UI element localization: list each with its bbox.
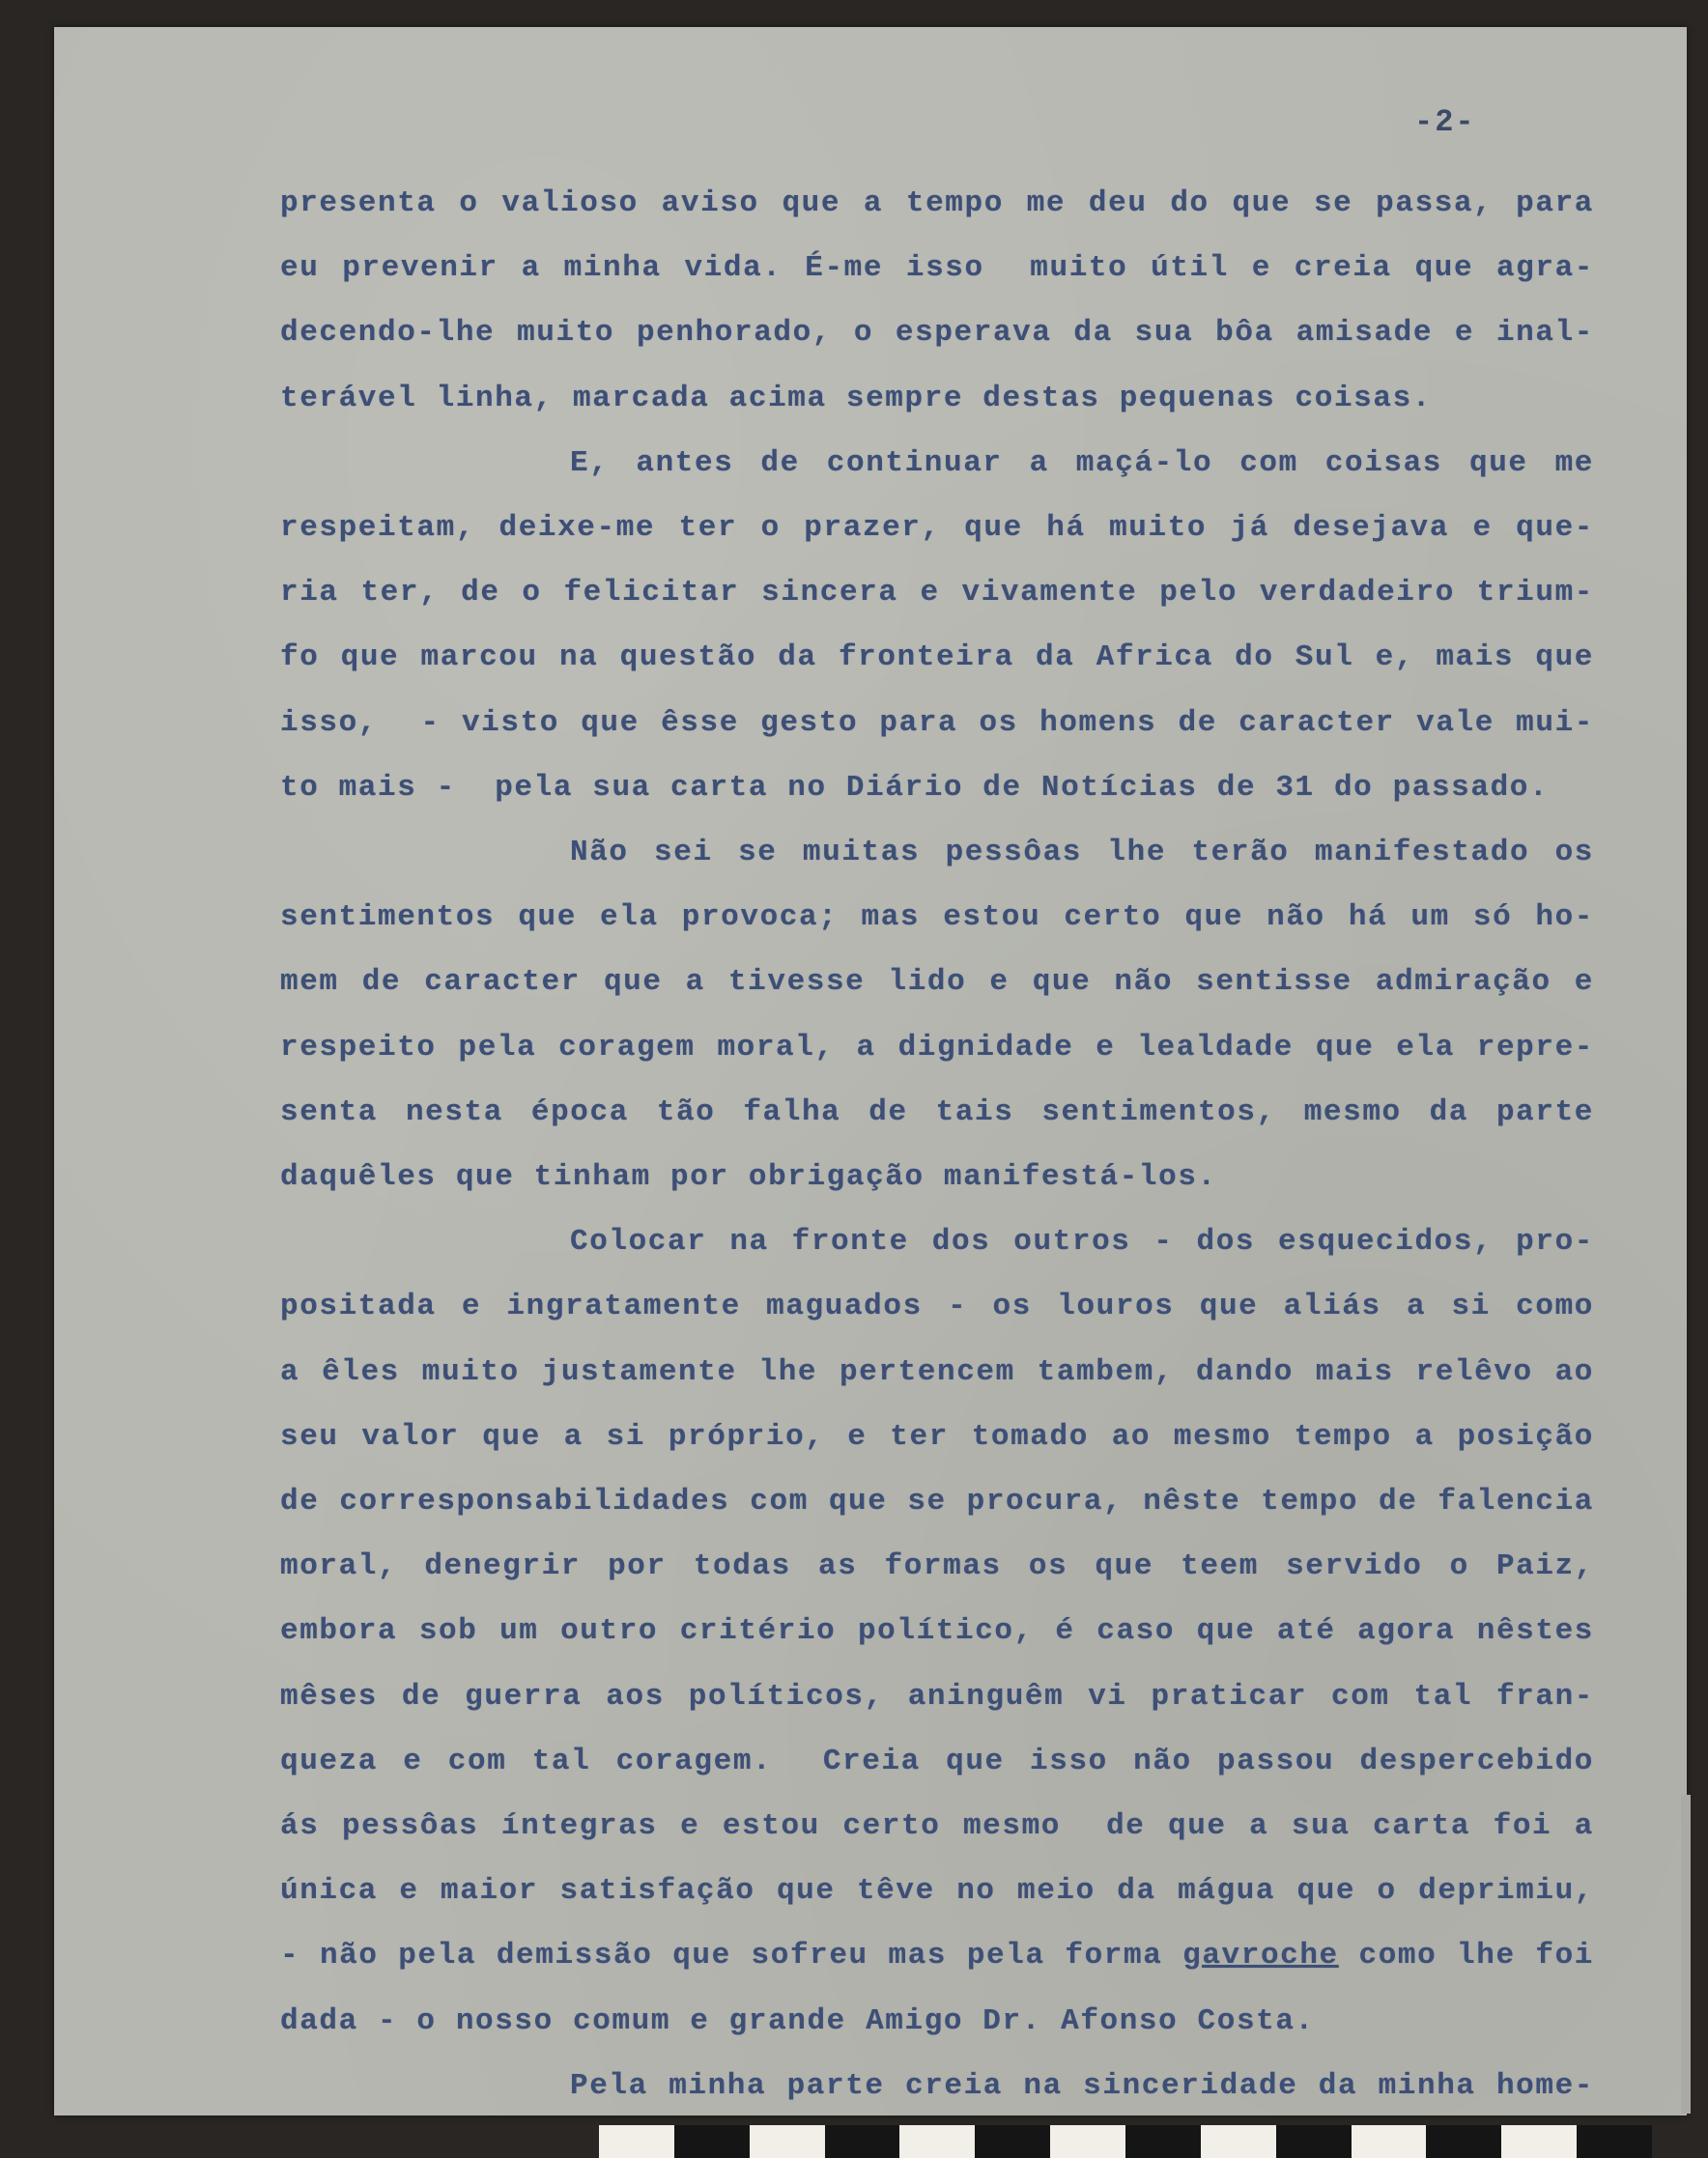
ruler-segment bbox=[1577, 2125, 1652, 2158]
text-line: eu prevenir a minha vida. É-me isso muito útil e creia que agra- bbox=[280, 251, 1594, 285]
ruler-segment bbox=[1501, 2125, 1577, 2158]
text-line: respeitam, deixe-me ter o prazer, que há muito já desejava e que- bbox=[280, 511, 1594, 545]
text-line: seu valor que a si próprio, e ter tomado ao mesmo tempo a posição bbox=[280, 1420, 1594, 1454]
ruler-segment bbox=[750, 2125, 825, 2158]
text-line: to mais - pela sua carta no Diário de Notícias de 31 do passado. bbox=[280, 771, 1550, 805]
text-line: daquêles que tinham por obrigação manifestá-los. bbox=[280, 1160, 1217, 1194]
ruler-segment bbox=[899, 2125, 975, 2158]
text-line: ás pessôas íntegras e estou certo mesmo de que a sua carta foi a bbox=[280, 1809, 1594, 1843]
text-line: queza e com tal coragem. Creia que isso não passou despercebido bbox=[280, 1745, 1594, 1778]
text-line: de corresponsabilidades com que se procura, nêste tempo de falencia bbox=[280, 1485, 1594, 1519]
ruler-segment bbox=[1050, 2125, 1125, 2158]
text-line: - não pela demissão que sofreu mas pela forma gavroche como lhe foi bbox=[280, 1939, 1595, 1973]
page-number: -2- bbox=[1414, 104, 1476, 140]
ruler-segment bbox=[1276, 2125, 1352, 2158]
ruler-segment bbox=[599, 2125, 674, 2158]
text-line: senta nesta época tão falha de tais sentimentos, mesmo da parte bbox=[280, 1095, 1594, 1129]
ruler-segment bbox=[674, 2125, 750, 2158]
text-line: decendo-lhe muito penhorado, o esperava da sua bôa amisade e inal- bbox=[280, 316, 1594, 350]
text-line: terável linha, marcada acima sempre destas pequenas coisas. bbox=[280, 382, 1432, 415]
text-line: embora sob um outro critério político, é caso que até agora nêstes bbox=[280, 1614, 1594, 1648]
text-line: sentimentos que ela provoca; mas estou certo que não há um só ho- bbox=[280, 900, 1594, 934]
ruler-segment bbox=[1201, 2125, 1276, 2158]
text-line: Pela minha parte creia na sinceridade da minha home- bbox=[570, 2069, 1594, 2103]
text-line: Não sei se muitas pessôas lhe terão manifestado os bbox=[570, 836, 1594, 869]
ruler-segment bbox=[825, 2125, 900, 2158]
text-line: E, antes de continuar a maçá-lo com coisas que me bbox=[570, 446, 1594, 480]
text-line: mem de caracter que a tivesse lido e que não sentisse admiração e bbox=[280, 965, 1594, 999]
text-line: respeito pela coragem moral, a dignidade e lealdade que ela repre- bbox=[280, 1031, 1594, 1065]
text-line: fo que marcou na questão da fronteira da Africa do Sul e, mais que bbox=[280, 640, 1594, 674]
ruler-segment bbox=[1125, 2125, 1201, 2158]
text-line: ria ter, de o felicitar sincera e vivamente pelo verdadeiro trium- bbox=[280, 576, 1594, 610]
text-line: positada e ingratamente maguados - os louros que aliás a si como bbox=[280, 1290, 1594, 1323]
ruler-segment bbox=[975, 2125, 1050, 2158]
text-line: mêses de guerra aos políticos, aninguêm vi praticar com tal fran- bbox=[280, 1680, 1594, 1714]
text-line: a êles muito justamente lhe pertencem tambem, dando mais relêvo ao bbox=[280, 1355, 1594, 1389]
ruler-segment bbox=[1426, 2125, 1501, 2158]
text-line: presenta o valioso aviso que a tempo me deu do que se passa, para bbox=[280, 186, 1594, 220]
scale-ruler bbox=[599, 2125, 1652, 2158]
text-line: moral, denegrir por todas as formas os que teem servido o Paiz, bbox=[280, 1549, 1594, 1583]
ruler-segment bbox=[1352, 2125, 1427, 2158]
text-line: isso, - visto que êsse gesto para os homens de caracter vale mui- bbox=[280, 706, 1594, 740]
text-line: dada - o nosso comum e grande Amigo Dr. Afonso Costa. bbox=[280, 2004, 1315, 2038]
text-line: única e maior satisfação que têve no meio da mágua que o deprimiu, bbox=[280, 1874, 1594, 1908]
text-line: Colocar na fronte dos outros - dos esquecidos, pro- bbox=[570, 1225, 1594, 1259]
